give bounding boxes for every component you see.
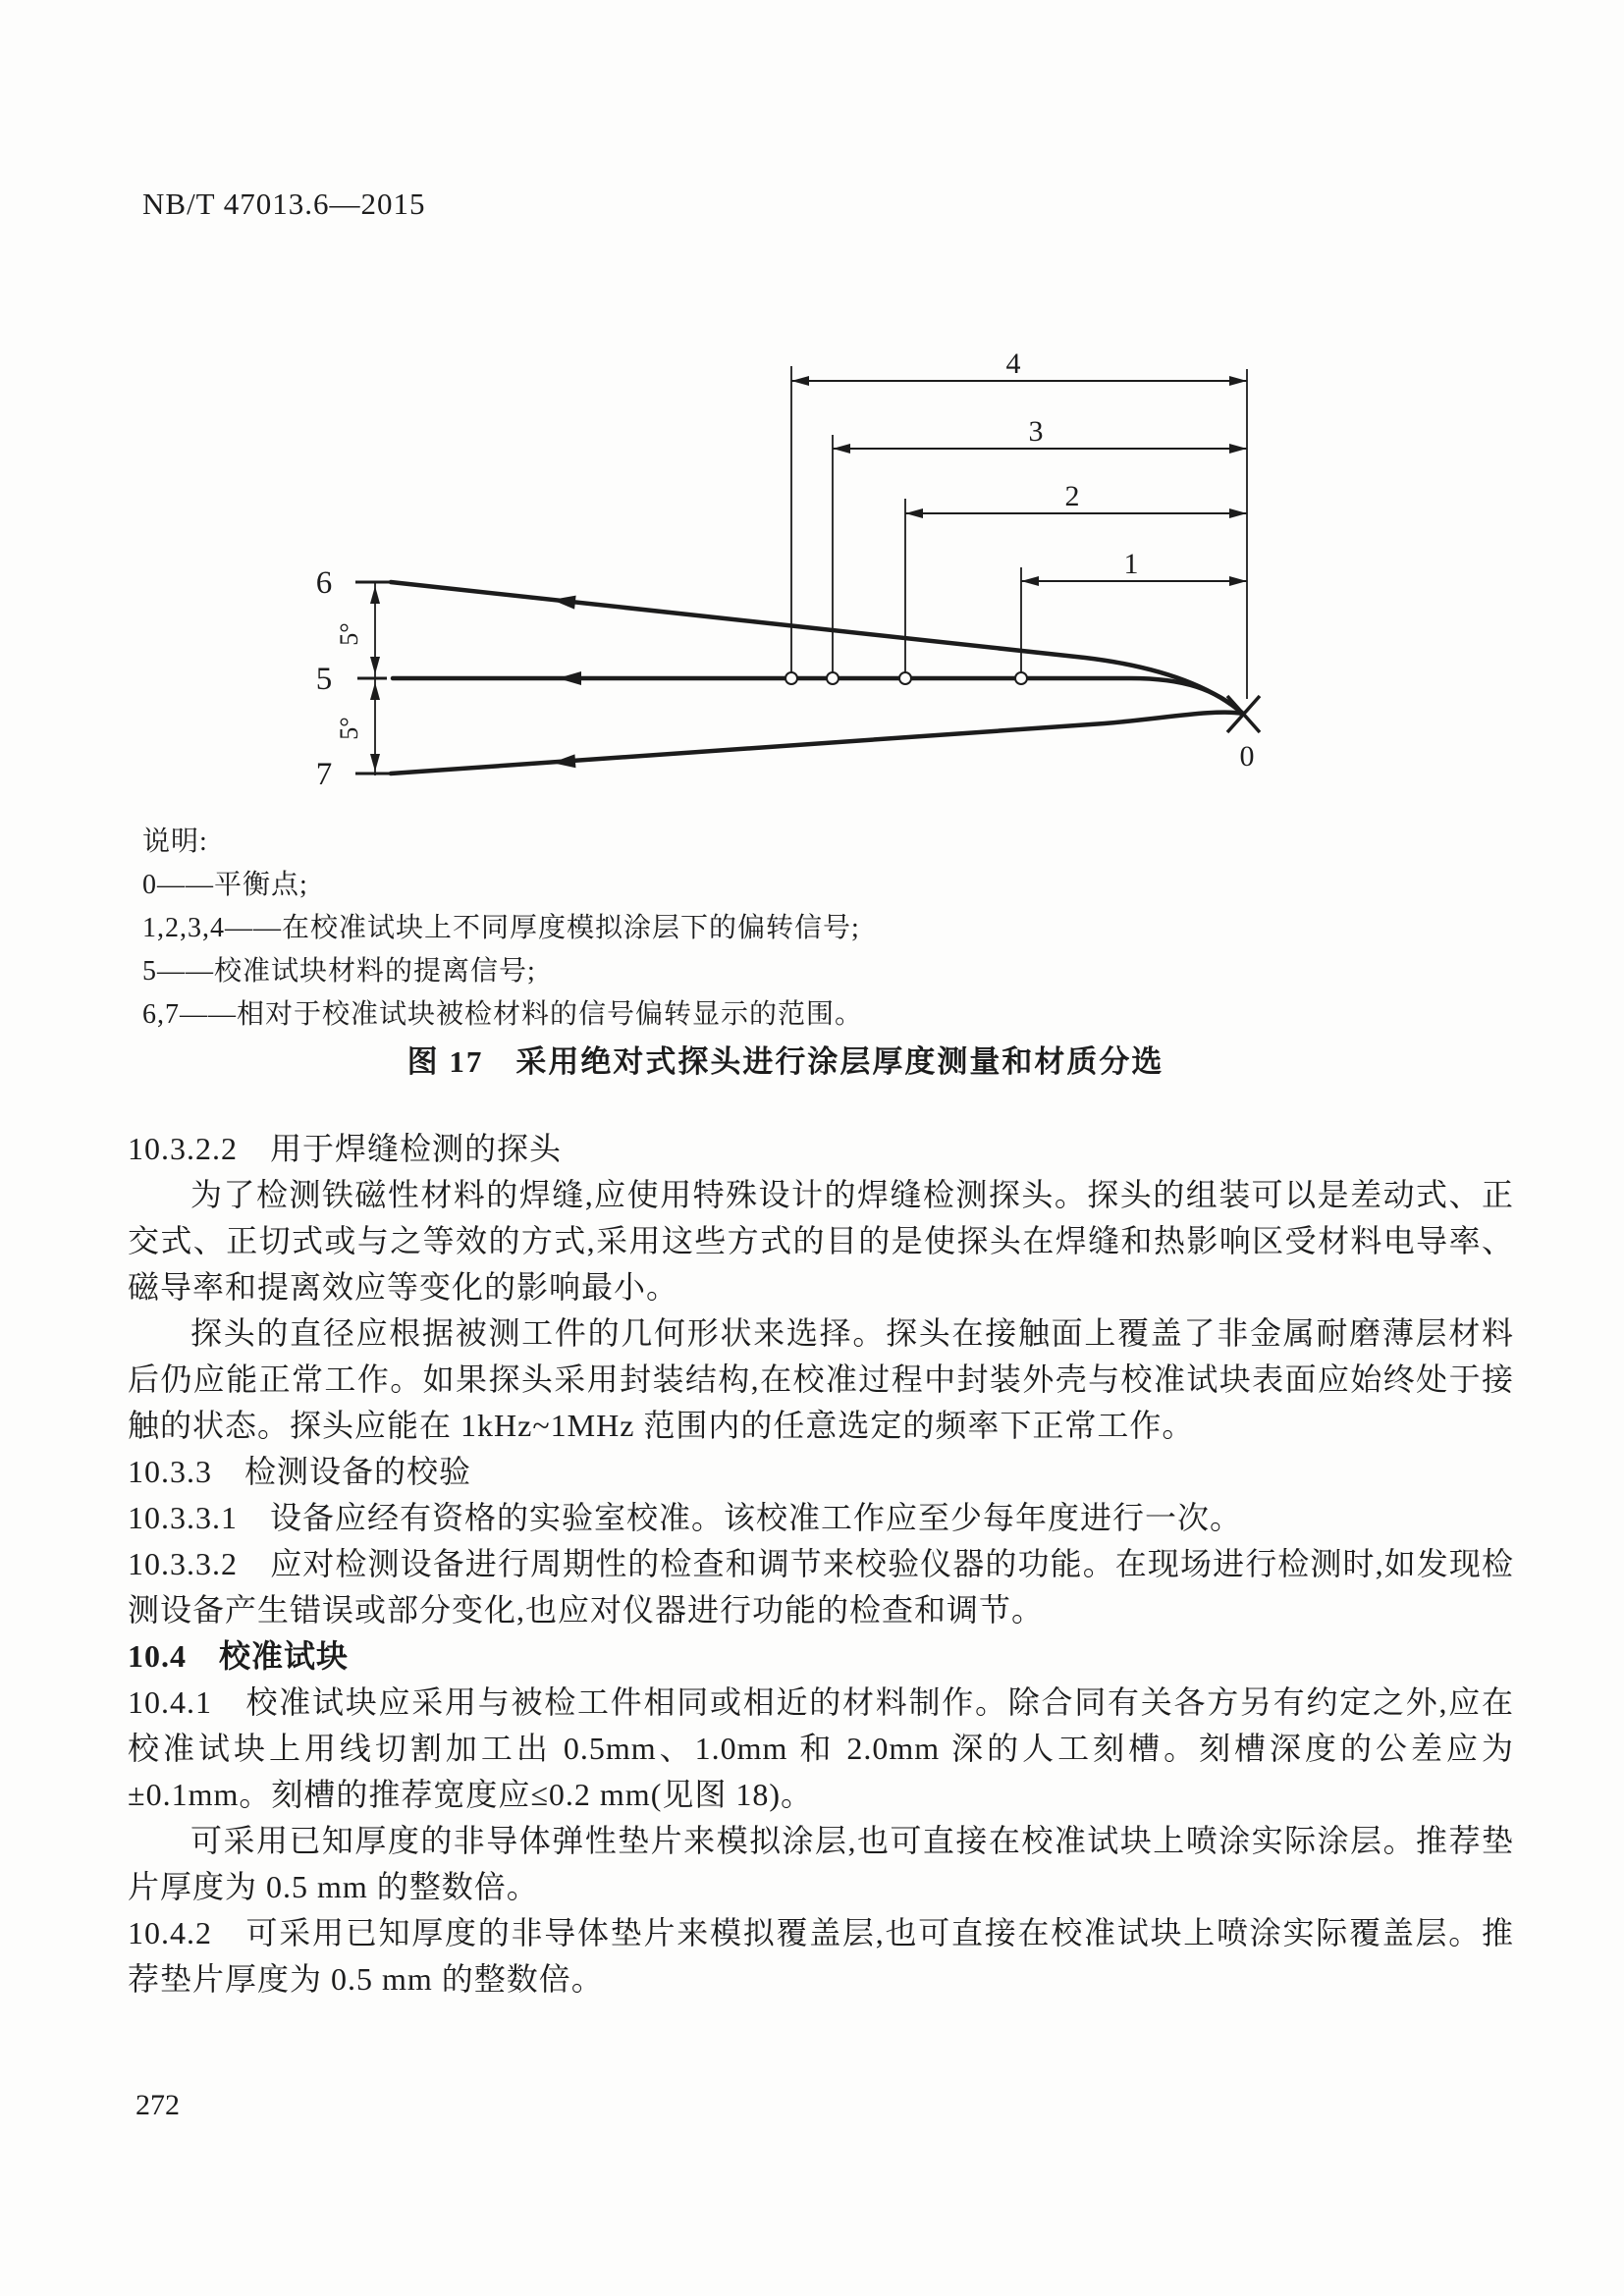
- signal-traces: [391, 582, 1243, 774]
- clause-10-3-3-heading: 10.3.3 检测设备的校验: [128, 1454, 472, 1489]
- point-label-7: 7: [315, 757, 333, 792]
- angle-label-lower: 5°: [335, 717, 363, 740]
- dim-label-1: 1: [1123, 548, 1139, 580]
- clause-10-3-3-2: 10.3.3.2 应对检测设备进行周期性的检查和调节来校验仪器的功能。在现场进行检测时,如发现检测设备产生错误或部分变化,也应对仪器进行功能的检查和调节。: [128, 1546, 1514, 1628]
- legend-item-1: 1,2,3,4——在校准试块上不同厚度模拟涂层下的偏转信号;: [142, 913, 860, 943]
- clause-10-4-heading: 10.4 校准试块: [128, 1638, 350, 1674]
- dimension-lines: [791, 376, 1247, 586]
- dim-label-2: 2: [1064, 480, 1080, 512]
- point-label-5: 5: [315, 662, 333, 697]
- clause-10-4-2: 10.4.2 可采用已知厚度的非导体垫片来模拟覆盖层,也可直接在校准试块上喷涂实际覆盖层。推荐垫片厚度为 0.5 mm 的整数倍。: [128, 1915, 1514, 1997]
- legend-item-3: 6,7——相对于校准试块被检材料的信号偏转显示的范围。: [142, 999, 864, 1030]
- paragraph: 探头的直径应根据被测工件的几何形状来选择。探头在接触面上覆盖了非金属耐磨薄层材料后仍应能正常工作。如果探头采用封装结构,在校准过程中封装外壳与校准试块表面应始终处于接触的状态。探头应能在 1kHz~1MHz 范围内的任意选定的频率下正常工作。: [128, 1315, 1514, 1443]
- paragraph: 可采用已知厚度的非导体弹性垫片来模拟涂层,也可直接在校准试块上喷涂实际涂层。推荐垫片厚度为 0.5 mm 的整数倍。: [128, 1823, 1514, 1904]
- figure-caption: 图 17 采用绝对式探头进行涂层厚度测量和材质分选: [406, 1044, 1164, 1079]
- page-number: 272: [135, 2089, 180, 2121]
- dim-label-4: 4: [1005, 347, 1021, 380]
- figure-legend: [142, 821, 863, 1037]
- paragraph: 为了检测铁磁性材料的焊缝,应使用特殊设计的焊缝检测探头。探头的组装可以是差动式、正交式、正切式或与之等效的方式,采用这些方式的目的是使探头在焊缝和热影响区受材料电导率、磁导率和提离效应等变化的影响最小。: [128, 1177, 1514, 1305]
- legend-item-2: 5——校准试块材料的提离信号;: [142, 956, 536, 987]
- point-label-0: 0: [1239, 740, 1255, 773]
- angle-label-upper: 5°: [335, 622, 363, 646]
- angle-dimension: [355, 582, 393, 775]
- figure-17-diagram: [295, 324, 1414, 815]
- clause-10-3-3-1: 10.3.3.1 设备应经有资格的实验室校准。该校准工作应至少每年度进行一次。: [128, 1500, 1243, 1535]
- standard-code-header: NB/T 47013.6—2015: [142, 187, 426, 221]
- legend-item-0: 0——平衡点;: [142, 870, 308, 900]
- clause-10-3-2-2-heading: 10.3.2.2 用于焊缝检测的探头: [128, 1131, 563, 1166]
- body-text: [128, 1126, 1514, 2002]
- legend-title: 说明:: [142, 827, 208, 857]
- point-label-6: 6: [315, 565, 333, 601]
- clause-10-4-1: 10.4.1 校准试块应采用与被检工件相同或相近的材料制作。除合同有关各方另有约定之外,应在校准试块上用线切割加工出 0.5mm、1.0mm 和 2.0mm 深的人工刻槽。刻槽深度的公差应为±0.1mm。刻槽的推荐宽度应≤0.2 mm(见图 18)。: [128, 1684, 1514, 1812]
- dim-label-3: 3: [1028, 415, 1044, 448]
